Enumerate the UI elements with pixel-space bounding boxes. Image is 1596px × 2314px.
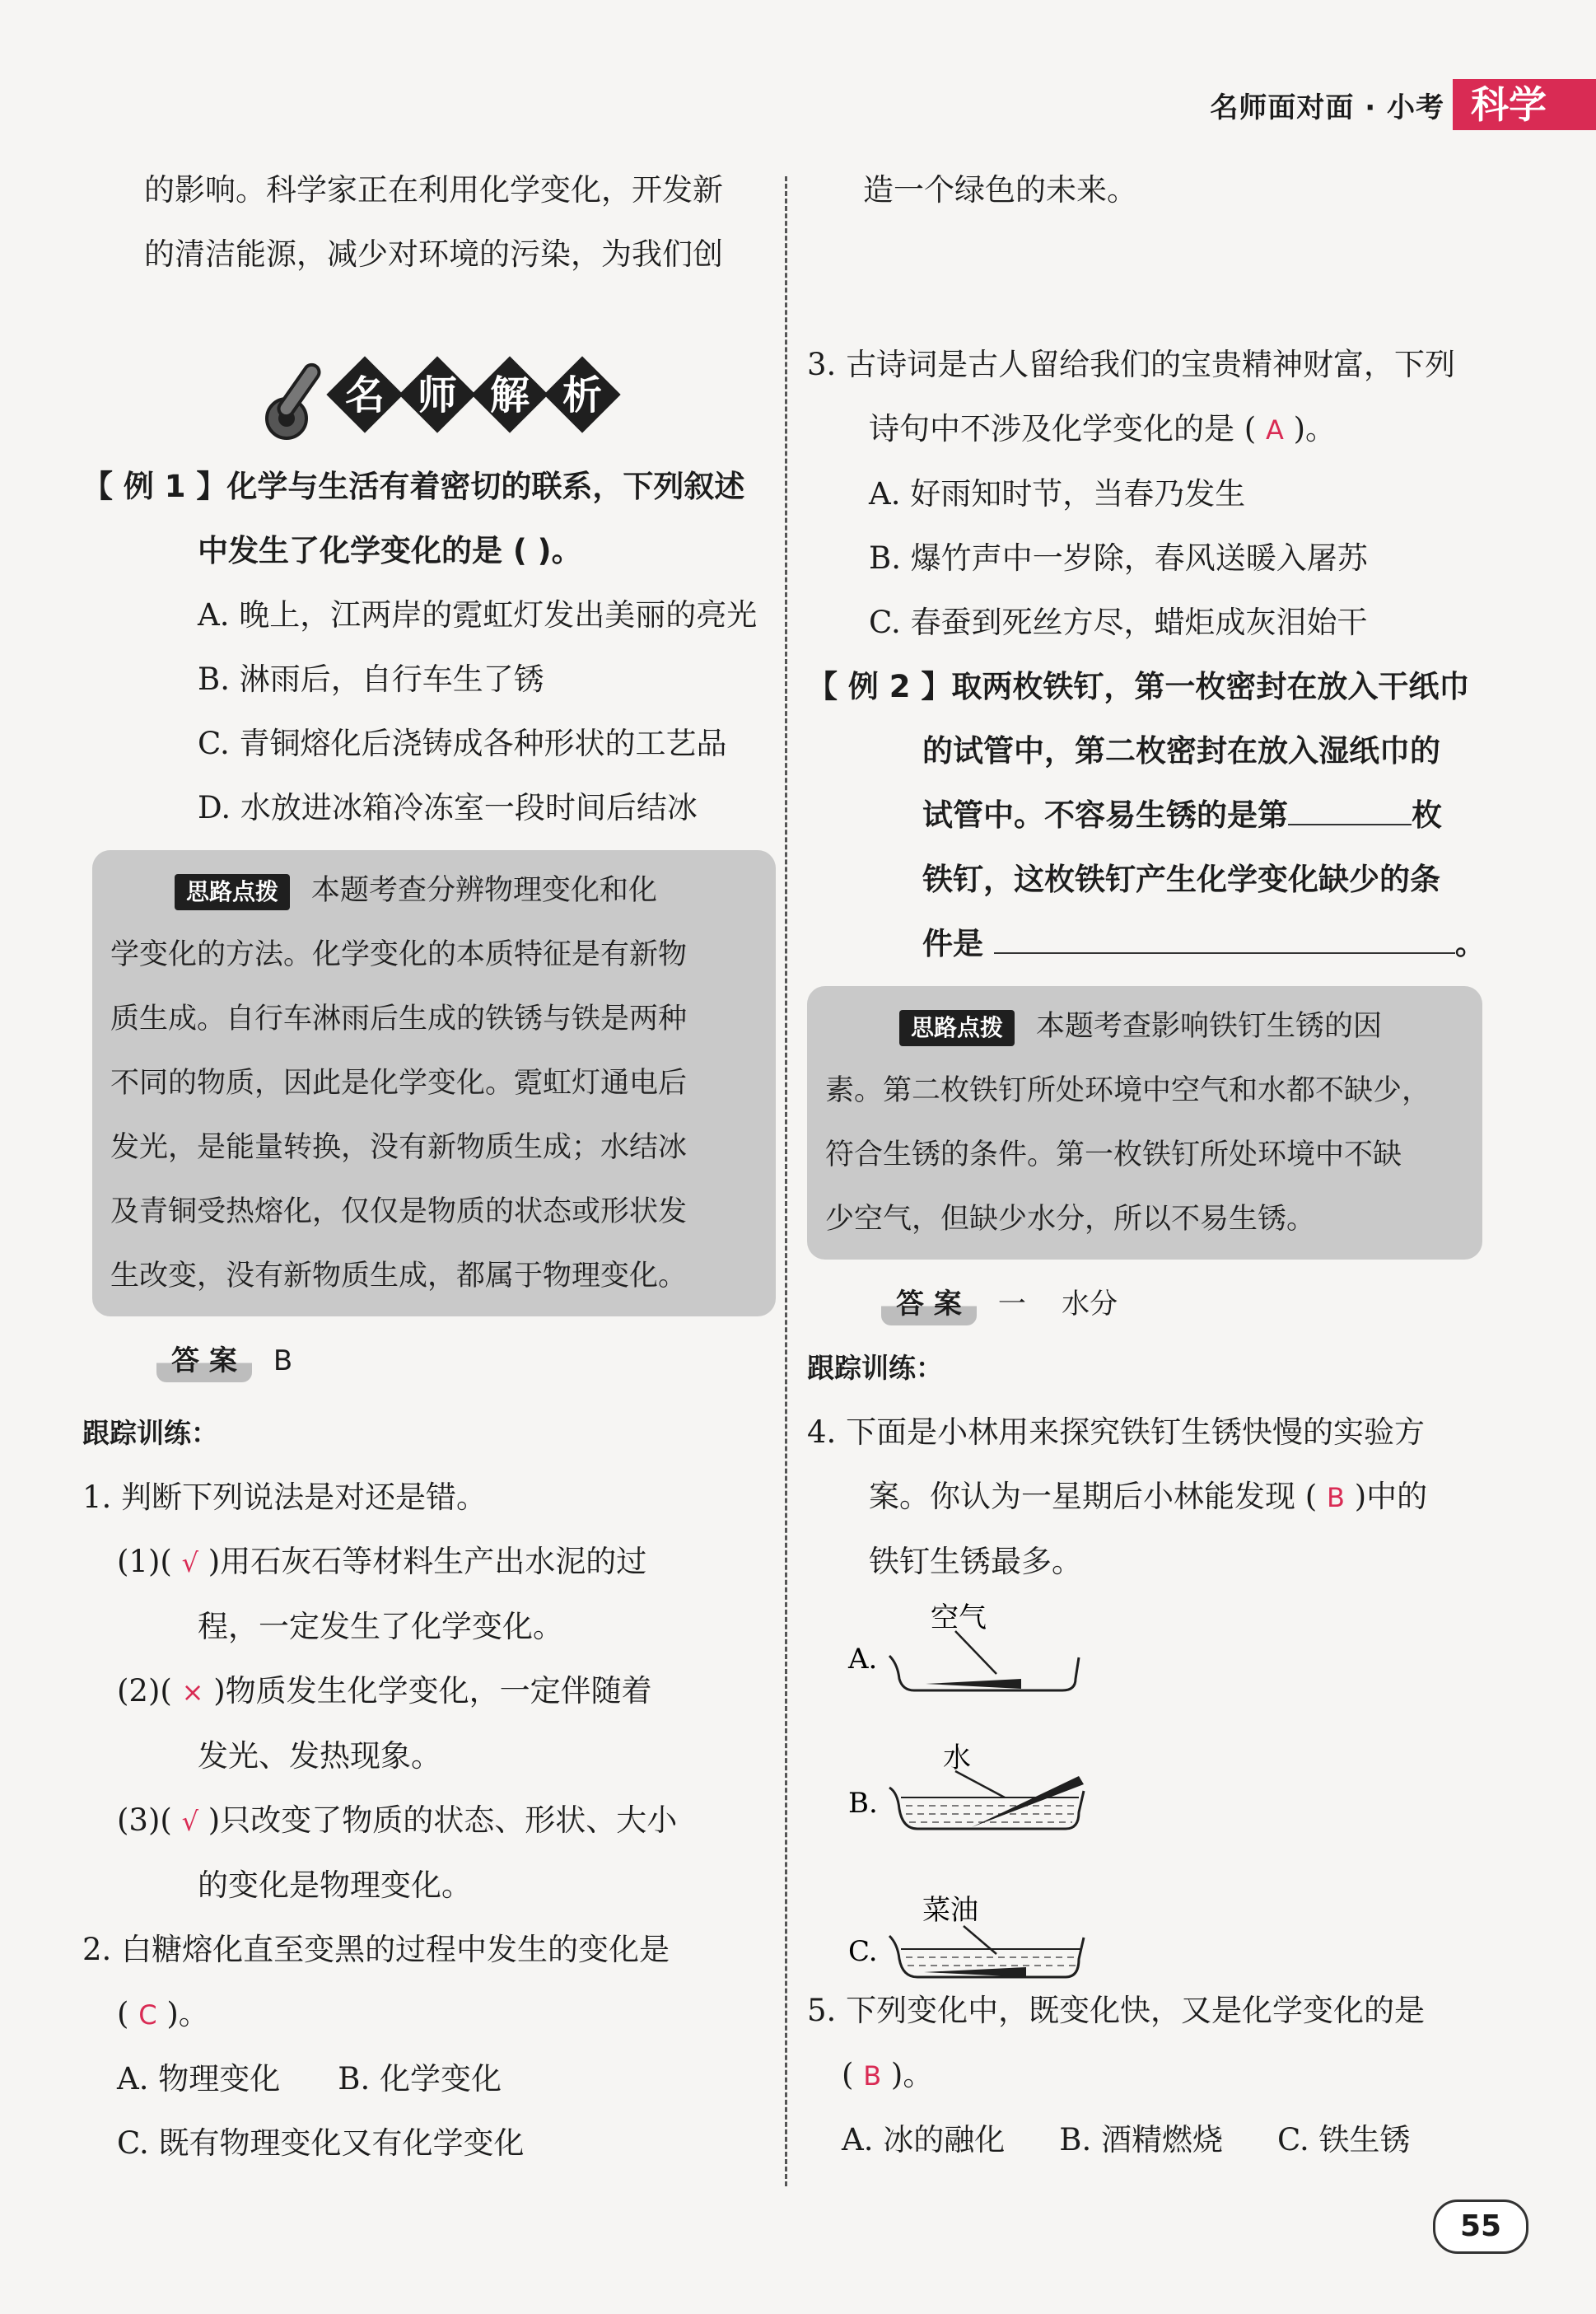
fig-b-label: B. <box>848 1787 878 1820</box>
intro-line-1: 的影响。科学家正在利用化学变化，开发新 <box>144 172 723 208</box>
q5-paren-close: )。 <box>890 2057 934 2092</box>
left-column <box>82 455 766 2176</box>
experiment-figure <box>832 1582 1178 2027</box>
q2-options-ab <box>82 2047 766 2111</box>
page-number: 55 <box>1433 2199 1528 2254</box>
example1-tag: 【 例 1 】 <box>82 469 227 504</box>
q1-item-2-mark: × <box>181 1676 204 1708</box>
tip-line: 本题考查分辨物理变化和化 <box>311 874 658 907</box>
q2-stem: 2. 白糖熔化直至变黑的过程中发生的变化是 <box>82 1932 670 1967</box>
example2-answer <box>807 1271 1499 1336</box>
q1-item-1-pre: (1)( <box>117 1544 172 1579</box>
section-title <box>329 354 675 437</box>
q3-stem-2-end: )。 <box>1293 411 1337 446</box>
q1-item-1-mark: √ <box>181 1547 199 1578</box>
q3-answer: A <box>1265 414 1284 446</box>
q1-item-3-text: )只改变了物质的状态、形状、大小 <box>208 1802 678 1838</box>
example1-stem-text: 化学与生活有着密切的联系，下列叙述 <box>226 469 745 504</box>
example2-line-5-end: 。 <box>1454 926 1486 961</box>
answer-label: 答 案 <box>156 1339 252 1382</box>
fig-b-nail <box>972 1776 1084 1827</box>
q1-item-3-mark: √ <box>181 1806 199 1837</box>
title-char-3: 解 <box>489 372 530 418</box>
subject-badge: 科学 <box>1453 79 1596 130</box>
intro-right <box>807 158 1499 222</box>
example1-option-c: C. 青铜熔化后浇铸成各种形状的工艺品 <box>198 726 727 761</box>
fig-a-label: A. <box>848 1643 878 1676</box>
q1-item-2-text: )物质发生化学变化，一定伴随着 <box>213 1673 652 1709</box>
q1-stem: 1. 判断下列说法是对还是错。 <box>82 1480 488 1515</box>
q1-item-1 <box>82 1530 766 1595</box>
example2-line-1-text: 取两枚铁钉，第一枚密封在放入干纸巾 <box>951 669 1470 704</box>
example2-line-1 <box>807 655 1499 719</box>
example2-tip-box <box>807 986 1482 1260</box>
example1-stem-2: 中发生了化学变化的是 ( )。 <box>198 533 582 568</box>
q4-stem-2-text: 案。你认为一星期后小林能发现 ( <box>869 1479 1318 1514</box>
right-column <box>807 333 1499 1594</box>
tip-line: 不同的物质，因此是化学变化。霓虹灯通电后 <box>110 1067 688 1100</box>
tip-line: 本题考查影响铁钉生锈的因 <box>1036 1010 1383 1043</box>
tip-line: 符合生锈的条件。第一枚铁钉所处环境中不缺 <box>825 1138 1402 1171</box>
q5-option-c: C. 铁生锈 <box>1276 2122 1411 2157</box>
intro-line-3: 造一个绿色的未来。 <box>863 172 1137 208</box>
fig-a-sublabel: 空气 <box>931 1601 987 1634</box>
q5-block <box>807 1979 1499 2172</box>
fig-c-label: C. <box>848 1935 878 1968</box>
tip-line: 学变化的方法。化学变化的本质特征是有新物 <box>110 938 688 971</box>
q5-answer-row <box>807 2043 1499 2108</box>
q3-option-a: A. 好雨知时节，当春乃发生 <box>869 476 1246 512</box>
page-header <box>1210 79 1596 130</box>
example1-option-a: A. 晚上，江两岸的霓虹灯发出美丽的亮光 <box>198 597 758 633</box>
q2-paren-close: )。 <box>166 1996 209 2031</box>
intro-left <box>82 158 766 287</box>
tip-line: 素。第二枚铁钉所处环境中空气和水都不缺少， <box>825 1074 1431 1107</box>
q3-stem-1: 3. 古诗词是古人留给我们的宝贵精神财富，下列 <box>807 347 1456 382</box>
example1-tip-box <box>92 850 776 1316</box>
q2-answer: C <box>138 1999 157 2031</box>
q5-paren-open: ( <box>842 2057 854 2092</box>
q5-option-b: B. 酒精燃烧 <box>1059 2122 1223 2157</box>
example1-option-b: B. 淋雨后，自行车生了锈 <box>198 661 544 697</box>
fig-a-nail <box>926 1679 1021 1689</box>
q5-option-a: A. 冰的融化 <box>842 2122 1006 2157</box>
example2-line-5-text: 件是 <box>922 926 983 961</box>
answer-value: B <box>273 1344 293 1377</box>
q2-option-b: B. 化学变化 <box>338 2061 502 2097</box>
example1-option-d: D. 水放进冰箱冷冻室一段时间后结冰 <box>198 790 698 825</box>
q4-answer: B <box>1326 1482 1345 1513</box>
example2-tag: 【 例 2 】 <box>807 669 952 704</box>
q5-stem: 5. 下列变化中，既变化快，又是化学变化的是 <box>807 1993 1426 2028</box>
tip-line: 质生成。自行车淋雨后生成的铁锈与铁是两种 <box>110 1003 688 1035</box>
tip-label: 思路点拨 <box>175 874 290 910</box>
tip-line: 少空气，但缺少水分，所以不易生锈。 <box>825 1203 1316 1236</box>
intro-line-2: 的清洁能源，减少对环境的污染，为我们创 <box>144 236 723 272</box>
q5-options <box>807 2108 1499 2172</box>
training-title-right: 跟踪训练： <box>807 1352 943 1384</box>
q1-item-3-cont: 的变化是物理变化。 <box>198 1868 472 1903</box>
example2-line-3 <box>807 783 1499 848</box>
q1-item-2-cont: 发光、发热现象。 <box>198 1738 441 1774</box>
q1-item-1-text: )用石灰石等材料生产出水泥的过 <box>208 1544 647 1579</box>
tip-line: 生改变，没有新物质生成，都属于物理变化。 <box>110 1260 688 1293</box>
answer-label: 答 案 <box>881 1283 977 1325</box>
fig-b-pointer <box>955 1771 1005 1797</box>
brand-text: 名师面对面 · 小考 <box>1210 91 1444 124</box>
q4-stem-3: 铁钉生锈最多。 <box>869 1544 1082 1579</box>
q2-option-a: A. 物理变化 <box>117 2061 281 2097</box>
q1-item-3 <box>82 1788 766 1854</box>
q4-stem-1: 4. 下面是小林用来探究铁钉生锈快慢的实验方 <box>807 1414 1426 1450</box>
example2-line-2: 的试管中，第二枚密封在放入湿纸巾的 <box>922 733 1440 769</box>
q1-item-2 <box>82 1659 766 1724</box>
q1-item-2-pre: (2)( <box>117 1673 172 1709</box>
title-char-1: 名 <box>344 372 385 418</box>
q3-option-b: B. 爆竹声中一岁除，春风送暖入屠苏 <box>869 540 1368 576</box>
column-divider <box>785 176 787 2186</box>
q5-answer: B <box>863 2060 882 2092</box>
example2-line-4: 铁钉，这枚铁钉产生化学变化缺少的条 <box>922 862 1440 897</box>
fig-c-nail <box>924 1967 1026 1977</box>
tip-line: 发光，是能量转换，没有新物质生成；水结冰 <box>110 1131 688 1164</box>
example2-line-5 <box>807 912 1499 976</box>
fig-c-sublabel: 菜油 <box>922 1894 978 1927</box>
example2-line-3-end: 枚 <box>1412 797 1442 833</box>
q2-answer-row <box>82 1982 766 2047</box>
answer-value: 一 水分 <box>997 1288 1118 1321</box>
tip-label: 思路点拨 <box>899 1010 1015 1046</box>
title-char-2: 师 <box>417 372 457 418</box>
tip-line: 及青铜受热熔化，仅仅是物质的状态或形状发 <box>110 1195 688 1228</box>
example1-answer <box>82 1328 766 1393</box>
q2-option-c: C. 既有物理变化又有化学变化 <box>117 2125 525 2161</box>
q3-stem-2 <box>807 397 1499 462</box>
title-char-4: 析 <box>562 372 602 418</box>
q1-item-1-cont: 程，一定发生了化学变化。 <box>198 1609 563 1644</box>
q3-option-c: C. 春蚕到死丝方尽，蜡炬成灰泪始干 <box>869 605 1368 640</box>
training-title-left: 跟踪训练： <box>82 1417 218 1449</box>
q4-stem-2 <box>807 1465 1499 1530</box>
q3-stem-2-text: 诗句中不涉及化学变化的是 ( <box>869 411 1257 446</box>
fig-b-sublabel: 水 <box>943 1741 971 1774</box>
fig-a-pointer <box>955 1631 996 1674</box>
q1-item-3-pre: (3)( <box>117 1802 172 1838</box>
example2-blank-1 <box>1288 796 1412 825</box>
q2-paren-open: ( <box>117 1996 129 2031</box>
q4-stem-2-end: )中的 <box>1354 1479 1428 1514</box>
example2-line-3-text: 试管中。不容易生锈的是第 <box>922 797 1288 833</box>
example1-stem-1 <box>82 455 766 519</box>
example2-blank-2 <box>994 924 1455 954</box>
